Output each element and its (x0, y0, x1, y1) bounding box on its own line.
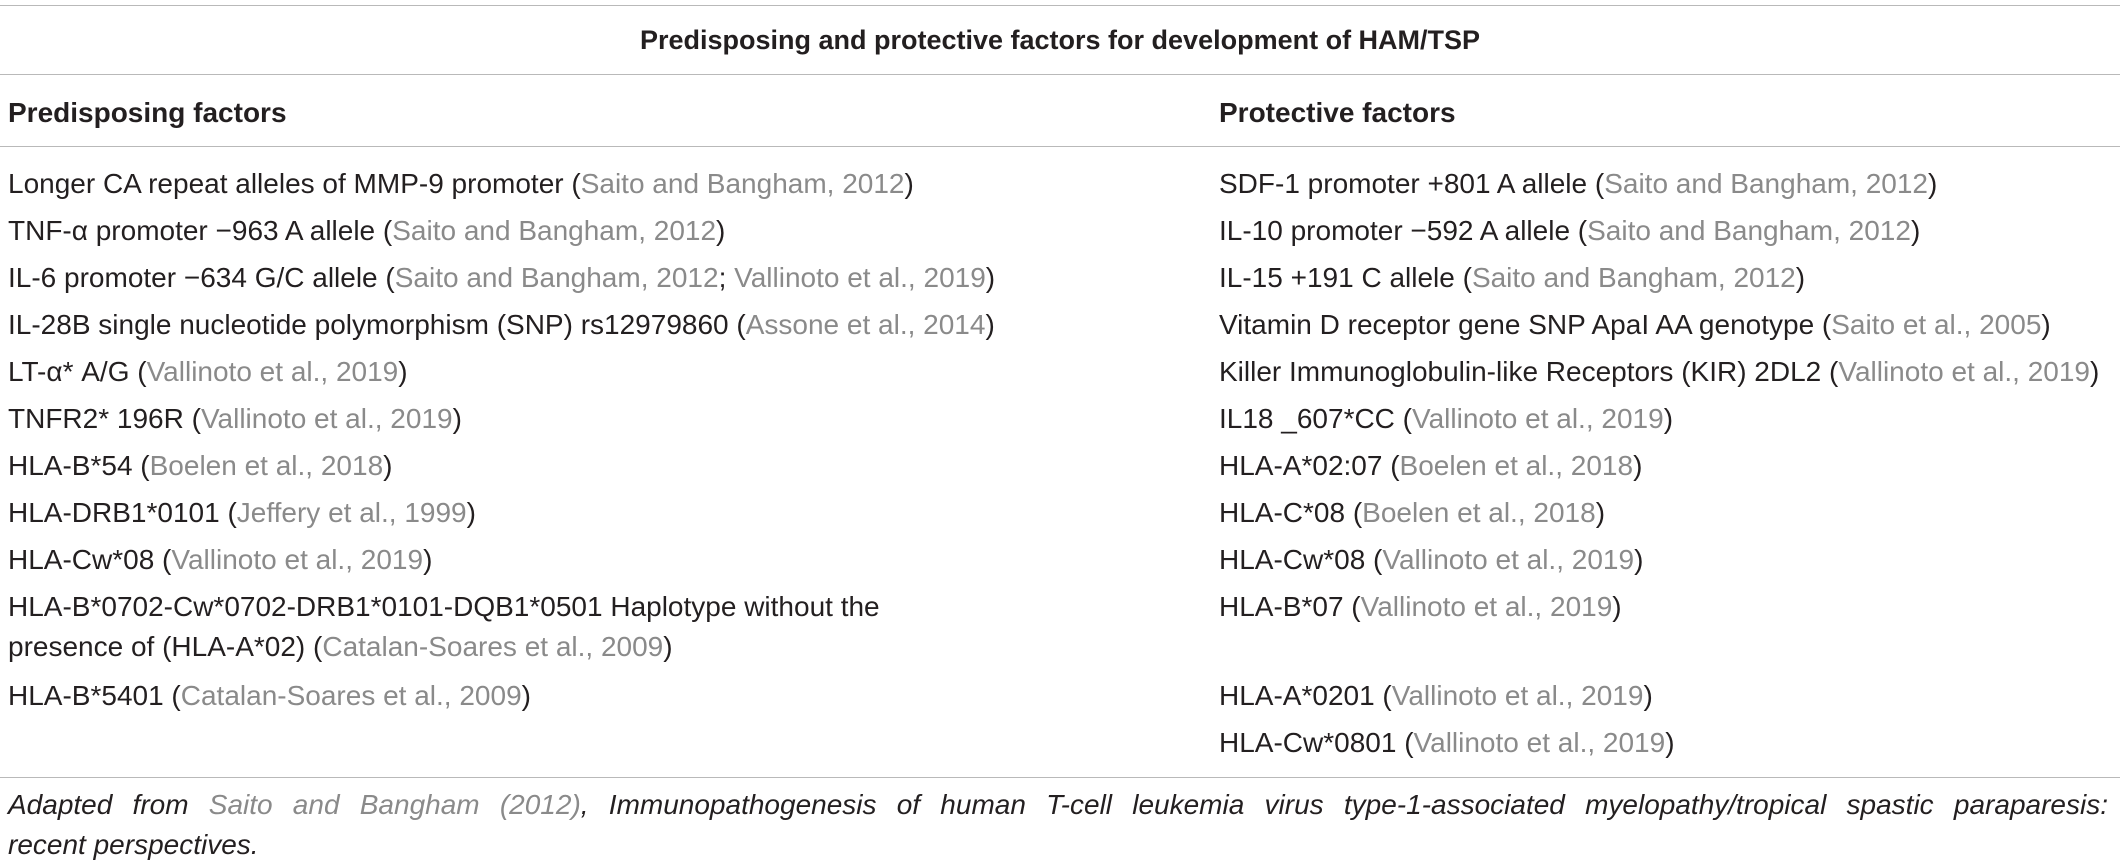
bottom-rule (0, 777, 2120, 778)
protective-row: IL-10 promoter −592 A allele (Saito and Bangham, 2012) (1219, 215, 1921, 246)
predisposing-row: TNF-α promoter −963 A allele (Saito and Bangham, 2012) (8, 215, 726, 246)
predisposing-row-continued: presence of (HLA-A*02) (Catalan-Soares et al., 2009) (8, 631, 673, 662)
citation-link[interactable]: Vallinoto et al., 2019 (1412, 403, 1664, 434)
predisposing-row: IL-28B single nucleotide polymorphism (SNP) rs12979860 (Assone et al., 2014) (8, 309, 995, 340)
predisposing-row: HLA-B*5401 (Catalan-Soares et al., 2009) (8, 680, 531, 711)
protective-row: IL-15 +191 C allele (Saito and Bangham, 2012) (1219, 262, 1806, 293)
citation-link[interactable]: Saito and Bangham, 2012 (394, 262, 719, 293)
citation-link[interactable]: Saito and Bangham, 2012 (1587, 215, 1911, 246)
header-predisposing: Predisposing factors (8, 97, 287, 128)
protective-row: HLA-Cw*0801 (Vallinoto et al., 2019) (1219, 727, 1675, 758)
citation-link[interactable]: Boelen et al., 2018 (1362, 497, 1596, 528)
citation-link[interactable]: Saito and Bangham (2012) (208, 789, 581, 820)
protective-row: HLA-A*02:07 (Boelen et al., 2018) (1219, 450, 1643, 481)
citation-link[interactable]: Jeffery et al., 1999 (236, 497, 467, 528)
predisposing-row: HLA-B*0702-Cw*0702-DRB1*0101-DQB1*0501 Haplotype without the (8, 591, 880, 622)
protective-row: SDF-1 promoter +801 A allele (Saito and Bangham, 2012) (1219, 168, 1938, 199)
predisposing-row: Longer CA repeat alleles of MMP-9 promoter (Saito and Bangham, 2012) (8, 168, 914, 199)
top-rule (0, 5, 2120, 6)
title-rule (0, 74, 2120, 75)
header-rule (0, 146, 2120, 147)
protective-row: Vitamin D receptor gene SNP ApaI AA genotype (Saito et al., 2005) (1219, 309, 2051, 340)
table-title: Predisposing and protective factors for development of HAM/TSP (639, 25, 1481, 55)
predisposing-row: LT-α* A/G (Vallinoto et al., 2019) (8, 356, 408, 387)
protective-row: Killer Immunoglobulin-like Receptors (KIR) 2DL2 (Vallinoto et al., 2019) (1219, 356, 2100, 387)
citation-link[interactable]: Saito and Bangham, 2012 (1471, 262, 1796, 293)
citation-link[interactable]: Assone et al., 2014 (745, 309, 986, 340)
citation-link[interactable]: Vallinoto et al., 2019 (734, 262, 986, 293)
citation-link[interactable]: Vallinoto et al., 2019 (1413, 727, 1666, 758)
citation-link[interactable]: Catalan-Soares et al., 2009 (322, 631, 664, 662)
citation-link[interactable]: Saito and Bangham, 2012 (1604, 168, 1929, 199)
predisposing-row: IL-6 promoter −634 G/C allele (Saito and Bangham, 2012; Vallinoto et al., 2019) (8, 262, 996, 293)
protective-row: HLA-Cw*08 (Vallinoto et al., 2019) (1219, 544, 1644, 575)
citation-link[interactable]: Catalan-Soares et al., 2009 (180, 680, 522, 711)
table-footnote: Adapted from Saito and Bangham (2012), Immunopathogenesis of human T-cell leukemia virus type-1-associated myelopathy/tropical spastic paraparesis: recent perspectives. (8, 789, 2108, 860)
protective-row: HLA-A*0201 (Vallinoto et al., 2019) (1219, 680, 1653, 711)
citation-link[interactable]: Vallinoto et al., 2019 (1391, 680, 1644, 711)
protective-row: IL18 _607*CC (Vallinoto et al., 2019) (1219, 403, 1674, 434)
predisposing-row: HLA-Cw*08 (Vallinoto et al., 2019) (8, 544, 433, 575)
predisposing-row: TNFR2* 196R (Vallinoto et al., 2019) (8, 403, 462, 434)
citation-link[interactable]: Boelen et al., 2018 (149, 450, 384, 481)
predisposing-row: HLA-B*54 (Boelen et al., 2018) (8, 450, 393, 481)
citation-link[interactable]: Vallinoto et al., 2019 (1382, 544, 1635, 575)
citation-link[interactable]: Saito and Bangham, 2012 (580, 168, 905, 199)
citation-link[interactable]: Vallinoto et al., 2019 (146, 356, 399, 387)
citation-link[interactable]: Vallinoto et al., 2019 (1838, 356, 2091, 387)
citation-link[interactable]: Vallinoto et al., 2019 (1360, 591, 1613, 622)
predisposing-row: HLA-DRB1*0101 (Jeffery et al., 1999) (8, 497, 476, 528)
protective-row: HLA-C*08 (Boelen et al., 2018) (1219, 497, 1606, 528)
citation-link[interactable]: Saito et al., 2005 (1831, 309, 2042, 340)
citation-link[interactable]: Vallinoto et al., 2019 (171, 544, 424, 575)
citation-link[interactable]: Saito and Bangham, 2012 (392, 215, 717, 246)
citation-link[interactable]: Vallinoto et al., 2019 (200, 403, 453, 434)
citation-link[interactable]: Boelen et al., 2018 (1399, 450, 1634, 481)
protective-row: HLA-B*07 (Vallinoto et al., 2019) (1219, 591, 1622, 622)
header-protective: Protective factors (1219, 97, 1456, 128)
